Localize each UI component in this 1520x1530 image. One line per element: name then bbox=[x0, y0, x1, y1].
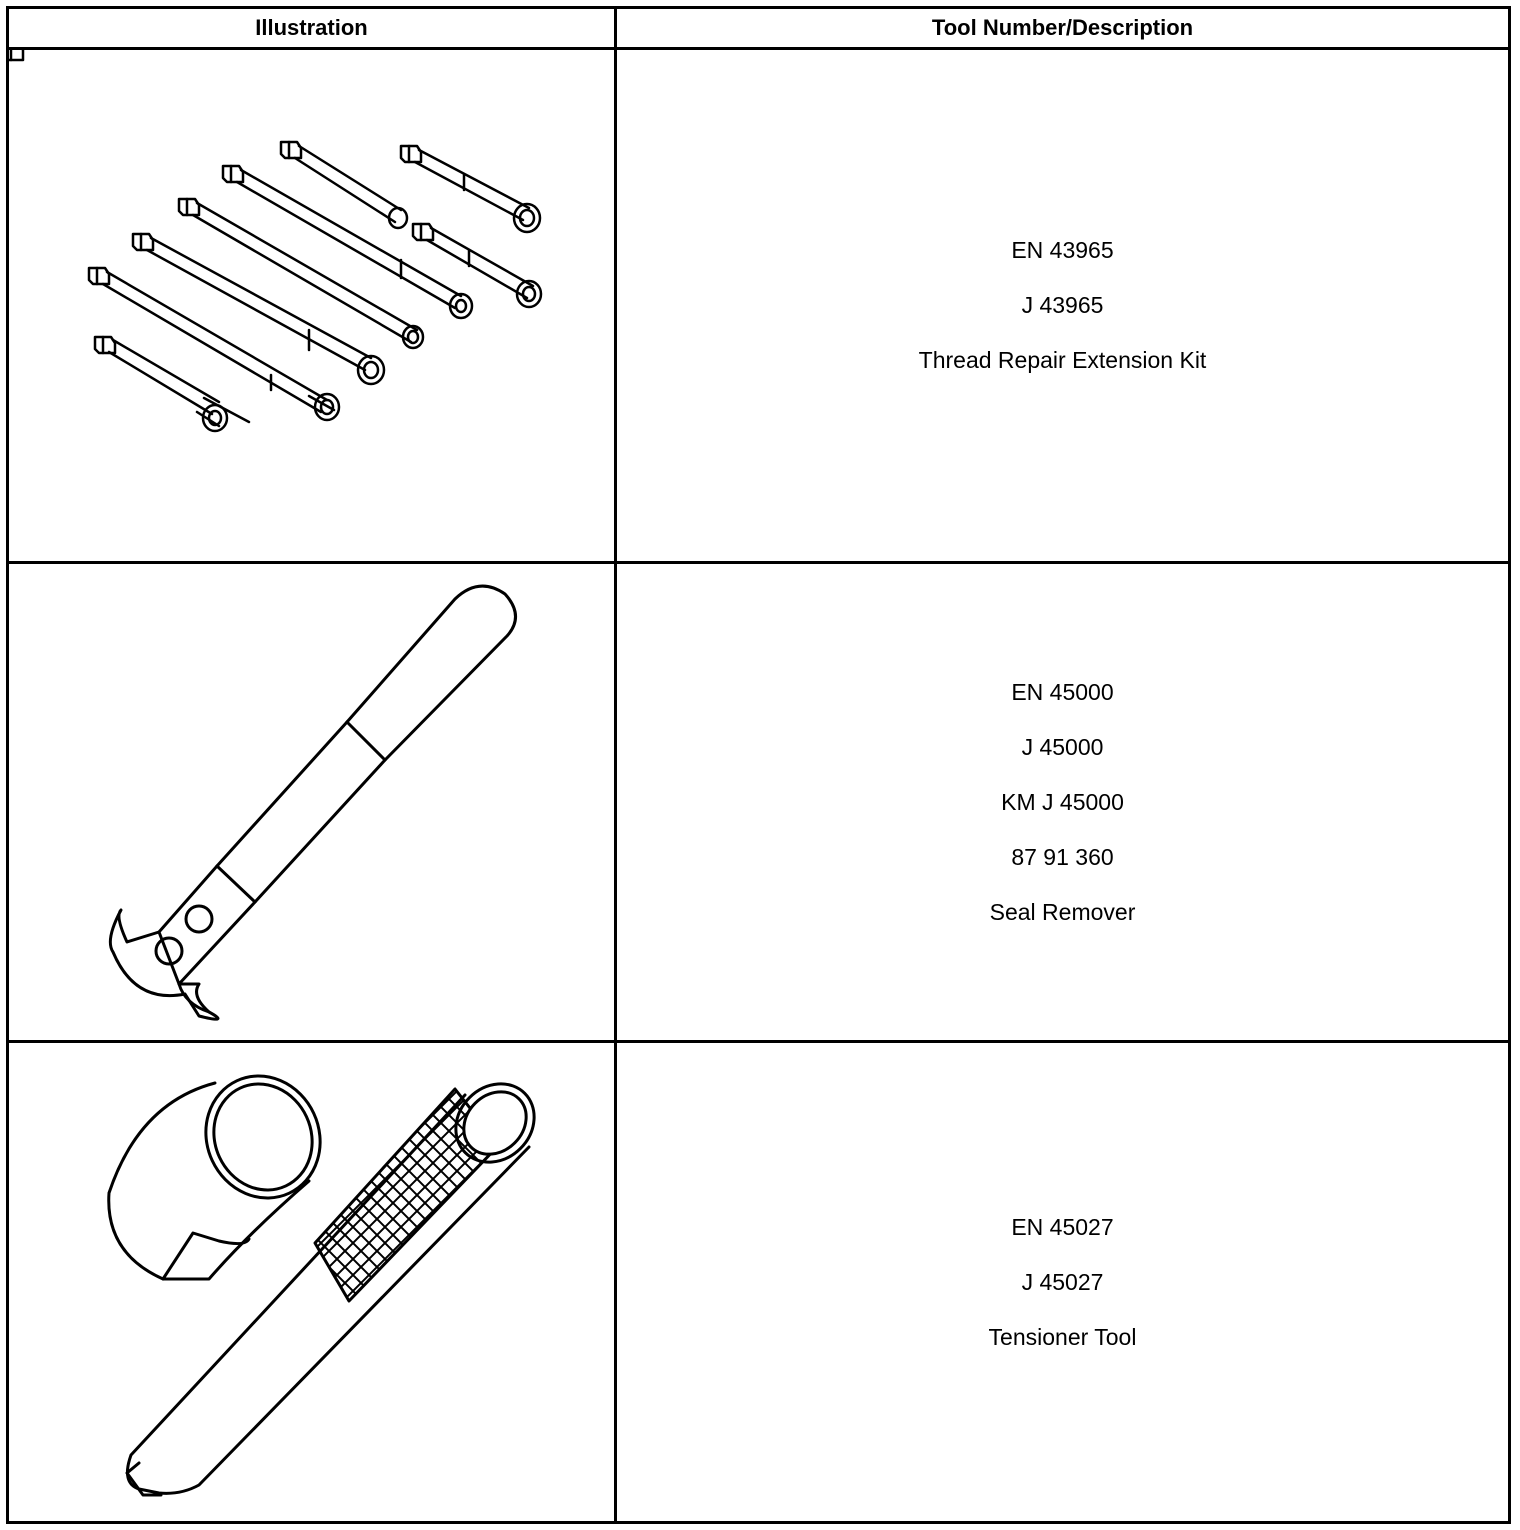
tensioner-sleeve bbox=[109, 1057, 340, 1279]
tool-number-km: KM J 45000 bbox=[1001, 788, 1124, 815]
table-header-row bbox=[8, 8, 1510, 49]
tool-name: Thread Repair Extension Kit bbox=[918, 347, 1207, 373]
tool-description-cell bbox=[616, 1042, 1510, 1523]
tool-number-j: J 43965 bbox=[1021, 292, 1104, 318]
seal-remover-icon bbox=[9, 564, 615, 1040]
table-row bbox=[8, 49, 1510, 563]
extension-bar bbox=[95, 337, 249, 431]
illustration-cell bbox=[8, 1042, 616, 1523]
extension-bar bbox=[89, 268, 339, 420]
tensioner-rod bbox=[127, 1068, 550, 1495]
table-row bbox=[8, 1042, 1510, 1523]
extension-bar bbox=[223, 166, 472, 318]
column-header-illustration: Illustration bbox=[8, 8, 616, 49]
tool-number-en: EN 43965 bbox=[1011, 237, 1114, 263]
tool-name: Tensioner Tool bbox=[988, 1323, 1137, 1350]
tool-number-en: EN 45027 bbox=[1011, 1213, 1114, 1240]
illustration-cell bbox=[8, 49, 616, 563]
tool-number-en: EN 45000 bbox=[1011, 678, 1114, 705]
tensioner-tool-icon bbox=[9, 1043, 615, 1521]
column-header-tool-number: Tool Number/Description bbox=[616, 8, 1510, 49]
table-row bbox=[8, 563, 1510, 1042]
tool-number-j: J 45027 bbox=[1021, 1268, 1104, 1295]
special-tools-table bbox=[6, 6, 1511, 1524]
tool-description-cell bbox=[616, 49, 1510, 563]
tool-name: Seal Remover bbox=[989, 898, 1136, 925]
tool-number-opel: 87 91 360 bbox=[1011, 843, 1114, 870]
extension-bar bbox=[401, 146, 540, 232]
illustration-cell bbox=[8, 563, 616, 1042]
thread-repair-extension-kit-icon bbox=[9, 50, 615, 561]
extension-bar bbox=[281, 142, 407, 228]
tool-number-j: J 45000 bbox=[1021, 733, 1104, 760]
tool-description-cell bbox=[616, 563, 1510, 1042]
